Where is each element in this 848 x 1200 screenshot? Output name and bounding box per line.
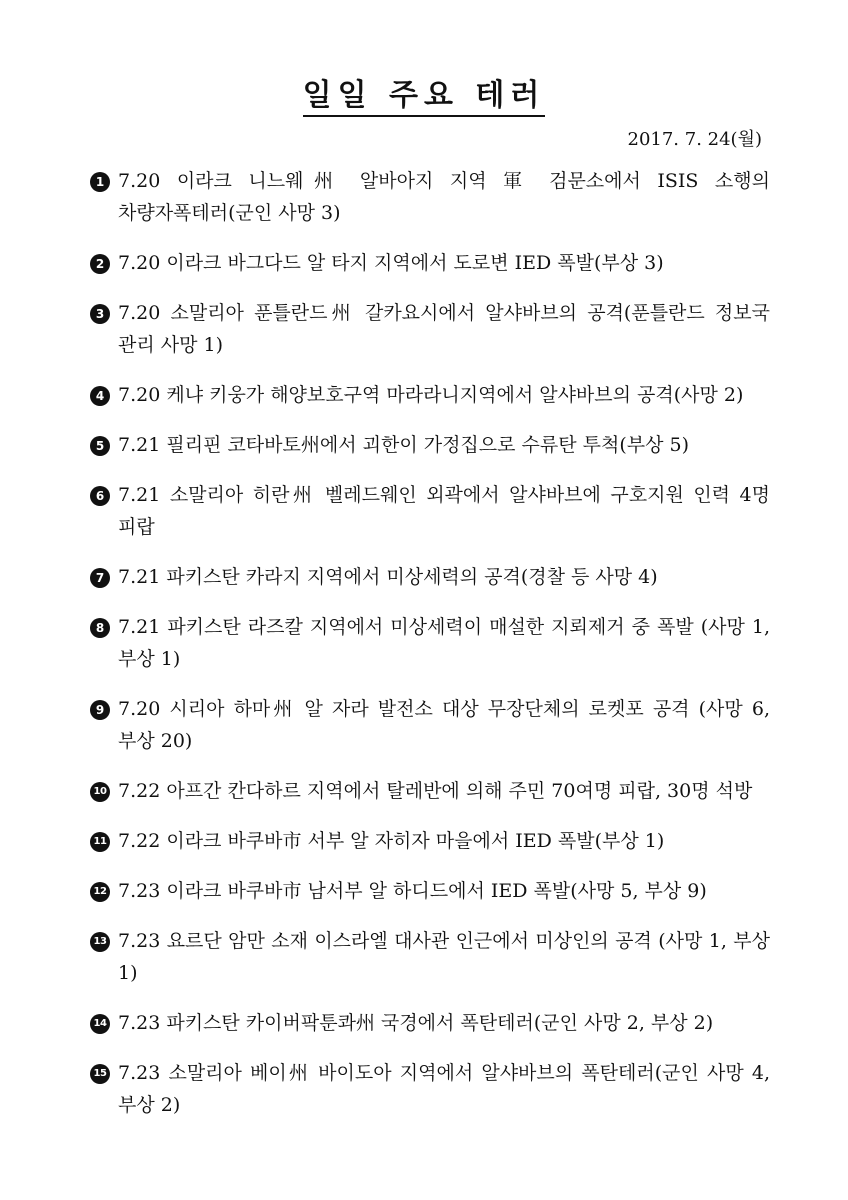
- number-badge-icon: 11: [90, 832, 110, 852]
- list-item: [90, 775, 770, 807]
- number-badge-icon: 10: [90, 782, 110, 802]
- report-date: 2017. 7. 24(월): [627, 129, 762, 150]
- list-item: [90, 561, 770, 593]
- incident-text: 7.23 소말리아 베이州 바이도아 지역에서 알샤바브의 폭탄테러(군인 사망 4, 부상 2): [118, 1062, 770, 1116]
- list-item: [90, 1057, 770, 1121]
- number-badge-icon: 2: [90, 254, 110, 274]
- list-item: [90, 925, 770, 989]
- number-badge-icon: 6: [90, 486, 110, 506]
- incident-text: 7.20 소말리아 푼틀란드州 갈카요시에서 알샤바브의 공격(푼틀란드 정보국 관리 사망 1): [118, 302, 770, 356]
- incident-text: 7.20 시리아 하마州 알 자라 발전소 대상 무장단체의 로켓포 공격 (사망 6, 부상 20): [118, 698, 770, 752]
- list-item: [90, 379, 770, 411]
- list-item: [90, 247, 770, 279]
- incident-text: 7.21 필리핀 코타바토州에서 괴한이 가정집으로 수류탄 투척(부상 5): [118, 434, 689, 456]
- number-badge-icon: 7: [90, 568, 110, 588]
- incident-text: 7.21 파키스탄 라즈칼 지역에서 미상세력이 매설한 지뢰제거 중 폭발 (사망 1, 부상 1): [118, 616, 770, 670]
- list-item: [90, 1007, 770, 1039]
- incident-text: 7.20 이라크 바그다드 알 타지 지역에서 도로변 IED 폭발(부상 3): [118, 252, 664, 274]
- incident-text: 7.20 이라크 니느웨州 알바아지 지역 軍 검문소에서 ISIS 소행의 차량자폭테러(군인 사망 3): [118, 170, 770, 224]
- number-badge-icon: 15: [90, 1064, 110, 1084]
- page-title: [0, 70, 848, 114]
- list-item: [90, 479, 770, 543]
- incident-text: 7.22 이라크 바쿠바市 서부 알 자히자 마을에서 IED 폭발(부상 1): [118, 830, 665, 852]
- incident-list: [90, 165, 770, 1139]
- page-title-text: 일일 주요 테러: [303, 78, 546, 117]
- number-badge-icon: 14: [90, 1014, 110, 1034]
- list-item: [90, 165, 770, 229]
- list-item: [90, 429, 770, 461]
- list-item: [90, 875, 770, 907]
- incident-text: 7.22 아프간 칸다하르 지역에서 탈레반에 의해 주민 70여명 피랍, 30명 석방: [118, 780, 753, 802]
- number-badge-icon: 12: [90, 882, 110, 902]
- list-item: [90, 297, 770, 361]
- incident-text: 7.21 소말리아 히란州 벨레드웨인 외곽에서 알샤바브에 구호지원 인력 4명 피랍: [118, 484, 770, 538]
- incident-text: 7.20 케냐 키웅가 해양보호구역 마라라니지역에서 알샤바브의 공격(사망 2): [118, 384, 744, 406]
- incident-text: 7.23 요르단 암만 소재 이스라엘 대사관 인근에서 미상인의 공격 (사망 1, 부상 1): [118, 930, 770, 984]
- number-badge-icon: 3: [90, 304, 110, 324]
- number-badge-icon: 5: [90, 436, 110, 456]
- incident-text: 7.23 파키스탄 카이버팍툰콰州 국경에서 폭탄테러(군인 사망 2, 부상 2): [118, 1012, 714, 1034]
- number-badge-icon: 9: [90, 700, 110, 720]
- number-badge-icon: 8: [90, 618, 110, 638]
- number-badge-icon: 13: [90, 932, 110, 952]
- number-badge-icon: 1: [90, 172, 110, 192]
- list-item: [90, 693, 770, 757]
- incident-text: 7.21 파키스탄 카라지 지역에서 미상세력의 공격(경찰 등 사망 4): [118, 566, 658, 588]
- incident-text: 7.23 이라크 바쿠바市 남서부 알 하디드에서 IED 폭발(사망 5, 부상 9): [118, 880, 707, 902]
- list-item: [90, 611, 770, 675]
- number-badge-icon: 4: [90, 386, 110, 406]
- list-item: [90, 825, 770, 857]
